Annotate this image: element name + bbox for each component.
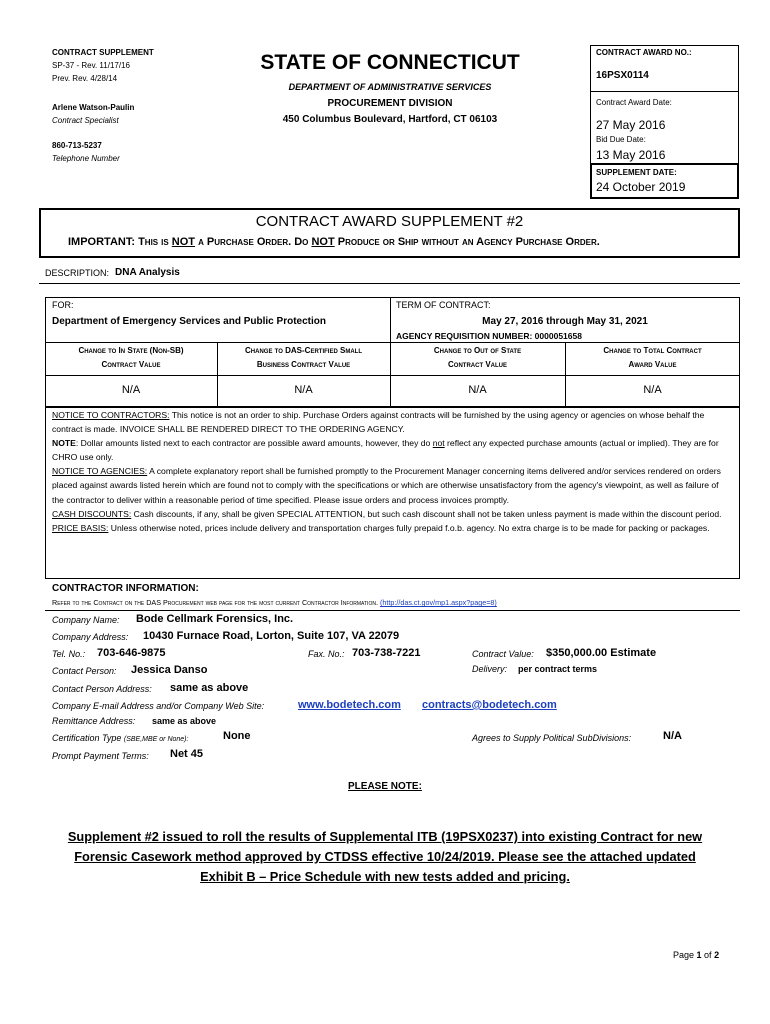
notices: [52, 408, 732, 535]
das-procurement-link[interactable]: (http://das.ct.gov/mp1.aspx?page=8): [379, 598, 497, 607]
award-date-label: Contract Award Date:: [596, 98, 672, 107]
political-label: Agrees to Supply Political SubDivisions:: [472, 733, 632, 743]
for-value: Department of Emergency Services and Public Protection: [52, 316, 326, 327]
notice-agencies: NOTICE TO AGENCIES: A complete explanatory report shall be furnished promptly to the Procurement Manager concerning items delivered and/or services rendered on orders placed against awards listed herein which are found not to comply with the specifications or which are otherwise unsatisfactory from the agency's viewpoint, as well as failure of the contractor to deliver within a reasonable period of time specified. Please issue orders and process invoices promptly.: [52, 466, 721, 505]
award-no: 16PSX0114: [596, 70, 649, 81]
banner-title: CONTRACT AWARD SUPPLEMENT #2: [255, 213, 524, 230]
for-label: FOR:: [52, 300, 74, 310]
col-label: Business Contract Value: [256, 360, 351, 369]
cert-value: None: [223, 730, 251, 742]
fax-label: Fax. No.:: [308, 649, 345, 659]
please-note-label: PLEASE NOTE:: [348, 781, 422, 792]
division: PROCUREMENT DIVISION: [327, 98, 453, 109]
state-title: STATE OF CONNECTICUT: [260, 51, 520, 74]
form-title: CONTRACT SUPPLEMENT: [52, 48, 154, 57]
company-name-label: Company Name:: [52, 615, 120, 625]
remittance-label: Remittance Address:: [52, 716, 136, 726]
specialist-name: Arlene Watson-Paulin: [52, 103, 135, 112]
contract-value-label: Contract Value:: [472, 649, 534, 659]
payment-terms: Net 45: [170, 748, 204, 760]
contractor-section-title: CONTRACTOR INFORMATION:: [52, 583, 199, 594]
delivery-label: Delivery:: [472, 664, 508, 674]
website-link[interactable]: www.bodetech.com: [298, 699, 401, 711]
col-label: Change to Total Contract: [603, 346, 702, 355]
contact-address: same as above: [170, 682, 249, 694]
col-label: Change to In State (Non-SB): [78, 346, 184, 355]
bid-due: 13 May 2016: [596, 148, 666, 162]
tel-label: Tel. No.:: [52, 649, 86, 659]
not-emphasis: NOT: [171, 236, 196, 248]
col-value: N/A: [468, 384, 487, 396]
notice-note: NOTE: Dollar amounts listed next to each contractor are possible award amounts, however, they do not reflect any expected purchase amounts (actual or implied). They are for CHRO use only.: [52, 438, 719, 463]
refer-line: Refer to the Contract on the DAS Procurement web page for the most current Contractor Information. (http://das.ct.gov/mp1.aspx?page=8): [52, 598, 497, 607]
contract-value: $350,000.00 Estimate: [546, 647, 657, 659]
important-notice: IMPORTANT: This is NOT a Purchase Order. Do NOT Produce or Ship without an Agency Purchase Order.: [68, 236, 600, 248]
agency-requisition: AGENCY REQUISITION NUMBER: 0000051658: [396, 331, 582, 341]
address: 450 Columbus Boulevard, Hartford, CT 06103: [282, 114, 498, 125]
contact-address-label: Contact Person Address:: [52, 684, 152, 694]
contact-person-label: Contact Person:: [52, 666, 117, 676]
award-date: 27 May 2016: [596, 118, 666, 132]
bid-due-label: Bid Due Date:: [596, 135, 646, 144]
tel-value: 703-646-9875: [97, 647, 166, 659]
please-note-line: Supplement #2 issued to roll the results of Supplemental ITB (19PSX0237) into existing Contract for new: [67, 829, 703, 844]
company-address: 10430 Furnace Road, Lorton, Suite 107, VA 22079: [143, 630, 400, 642]
notice-price-basis: PRICE BASIS: Unless otherwise noted, prices include delivery and transportation charges fully prepaid f.o.b. agency. No extra charge is to be made for packing or packages.: [52, 522, 710, 533]
company-address-label: Company Address:: [52, 632, 129, 642]
col-label: Change to Out of State: [433, 346, 522, 355]
description-value: DNA Analysis: [115, 267, 180, 278]
email-link[interactable]: contracts@bodetech.com: [422, 699, 557, 711]
notice-cash-discounts: CASH DISCOUNTS: Cash discounts, if any, shall be given SPECIAL ATTENTION, but such cash discount shall not be taken unless payment is made within the discount period.: [52, 508, 722, 519]
col-label: Contract Value: [101, 360, 161, 369]
remittance-value: same as above: [152, 716, 217, 726]
specialist-title: Contract Specialist: [52, 116, 119, 125]
email-web-label: Company E-mail Address and/or Company Web Site:: [52, 701, 265, 711]
phone-number: 860-713-5237: [52, 141, 102, 150]
award-no-label: CONTRACT AWARD NO.:: [596, 48, 692, 57]
not-emphasis: NOT: [311, 236, 335, 248]
col-label: Contract Value: [448, 360, 507, 369]
description-label: DESCRIPTION:: [45, 268, 110, 278]
col-value: N/A: [121, 384, 141, 396]
please-note-line: Forensic Casework method approved by CTDSS effective 10/24/2019. Please see the attached updated: [74, 849, 696, 864]
col-value: N/A: [294, 384, 313, 396]
col-value: N/A: [643, 384, 662, 396]
payment-terms-label: Prompt Payment Terms:: [52, 751, 149, 761]
notice-contractors: NOTICE TO CONTRACTORS: This notice is not an order to ship. Purchase Orders against contracts will be furnished by the using agency or agencies on whose behalf the contract is made. INVOICE SHALL BE RENDERED DIRECT TO THE ORDERING AGENCY.: [52, 410, 705, 435]
contact-person: Jessica Danso: [131, 664, 208, 676]
supplement-date-label: SUPPLEMENT DATE:: [596, 168, 677, 177]
term-value: May 27, 2016 through May 31, 2021: [482, 316, 648, 327]
company-name: Bode Cellmark Forensics, Inc.: [136, 613, 294, 625]
department: DEPARTMENT OF ADMINISTRATIVE SERVICES: [288, 82, 492, 92]
please-note-line: Exhibit B – Price Schedule with new tests added and pricing.: [200, 869, 570, 884]
cert-label: Certification Type (SBE,MBE or None):: [52, 733, 189, 743]
prev-revision: Prev. Rev. 4/28/14: [52, 74, 118, 83]
form-revision: SP-37 - Rev. 11/17/16: [52, 61, 130, 70]
fax-value: 703-738-7221: [352, 647, 421, 659]
col-label: Change to DAS-Certified Small: [245, 346, 362, 355]
phone-label: Telephone Number: [52, 154, 120, 163]
delivery-value: per contract terms: [518, 664, 598, 674]
col-label: Award Value: [628, 360, 677, 369]
page-number: Page 1 of 2: [673, 950, 720, 960]
supplement-date: 24 October 2019: [596, 180, 686, 194]
term-label: TERM OF CONTRACT:: [396, 300, 491, 310]
political-value: N/A: [663, 730, 682, 742]
